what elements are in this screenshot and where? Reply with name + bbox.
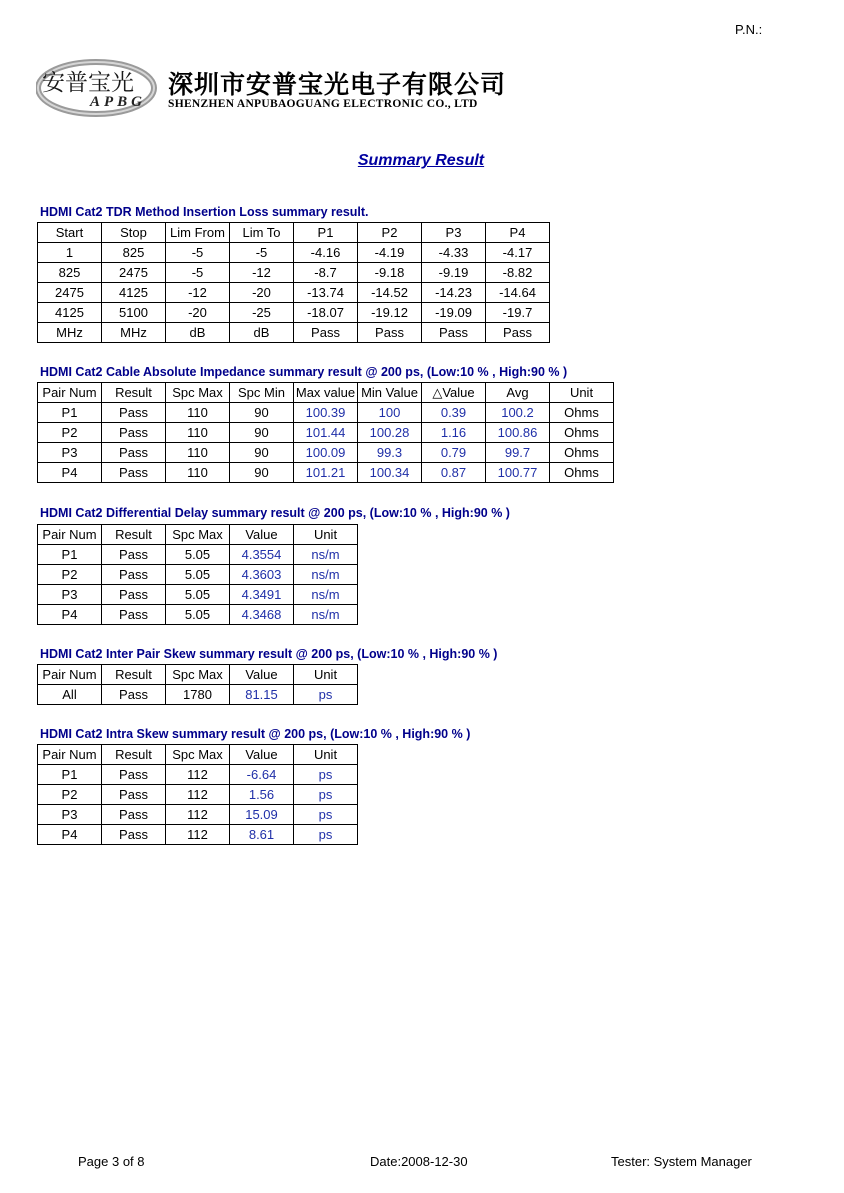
table-cell: 90 <box>230 443 294 463</box>
table-cell: -4.33 <box>422 243 486 263</box>
table-row <box>38 605 358 625</box>
table-cell: 100.86 <box>486 423 550 443</box>
table-cell: Pass <box>102 585 166 605</box>
column-header: Min Value <box>358 383 422 403</box>
footer-tester: Tester: System Manager <box>611 1154 752 1169</box>
footer-page-number: Page 3 of 8 <box>78 1154 145 1169</box>
insertion-loss-table <box>37 222 550 343</box>
table-row <box>38 805 358 825</box>
footer-date: Date:2008-12-30 <box>370 1154 468 1169</box>
column-header: Start <box>38 223 102 243</box>
table-cell: MHz <box>38 323 102 343</box>
table-cell: P1 <box>38 403 102 423</box>
column-header: Unit <box>294 665 358 685</box>
page-title: Summary Result <box>357 152 485 169</box>
differential-delay-table <box>37 524 358 625</box>
table-cell: 1 <box>38 243 102 263</box>
table-cell: ps <box>294 825 358 845</box>
table-cell: Pass <box>102 825 166 845</box>
table-cell: -14.64 <box>486 283 550 303</box>
table-row <box>38 323 550 343</box>
table-cell: -12 <box>230 263 294 283</box>
table-cell: 1.16 <box>422 423 486 443</box>
table-header-row <box>38 223 550 243</box>
column-header: Spc Max <box>166 383 230 403</box>
table-cell: 110 <box>166 443 230 463</box>
table-cell: dB <box>230 323 294 343</box>
table-cell: Pass <box>102 565 166 585</box>
table-cell: Ohms <box>550 403 614 423</box>
column-header: Value <box>230 525 294 545</box>
table-cell: Ohms <box>550 443 614 463</box>
part-number-label: P.N.: <box>735 22 763 37</box>
table-cell: 100.39 <box>294 403 358 423</box>
impedance-table <box>37 382 614 483</box>
table-cell: 100.34 <box>358 463 422 483</box>
table-row <box>38 403 614 423</box>
table-row <box>38 825 358 845</box>
table-cell: -8.7 <box>294 263 358 283</box>
table-cell: 112 <box>166 825 230 845</box>
table-cell: Pass <box>358 323 422 343</box>
table-cell: Pass <box>102 423 166 443</box>
column-header: Unit <box>294 525 358 545</box>
company-name-chinese: 深圳市安普宝光电子有限公司 <box>168 70 507 99</box>
table-cell: 5.05 <box>166 565 230 585</box>
table-cell: Pass <box>102 765 166 785</box>
column-header: P2 <box>358 223 422 243</box>
table-cell: Pass <box>102 785 166 805</box>
table-cell: -14.23 <box>422 283 486 303</box>
table-header-row <box>38 525 358 545</box>
table-row <box>38 685 358 705</box>
table-cell: 2475 <box>38 283 102 303</box>
table-cell: 110 <box>166 463 230 483</box>
table-cell: Pass <box>422 323 486 343</box>
column-header: Lim To <box>230 223 294 243</box>
table-cell: -9.19 <box>422 263 486 283</box>
table-cell: 4.3603 <box>230 565 294 585</box>
table-cell: ps <box>294 765 358 785</box>
table-cell: 0.87 <box>422 463 486 483</box>
column-header: Value <box>230 665 294 685</box>
table-cell: -5 <box>230 243 294 263</box>
column-header: △Value <box>422 383 486 403</box>
table-cell: -5 <box>166 243 230 263</box>
intra-skew-table <box>37 744 358 845</box>
table-cell: 100 <box>358 403 422 423</box>
table-cell: Pass <box>486 323 550 343</box>
table-cell: ps <box>294 685 358 705</box>
column-header: Pair Num <box>38 745 102 765</box>
table-cell: Pass <box>102 443 166 463</box>
table-cell: Ohms <box>550 423 614 443</box>
table-cell: Pass <box>102 605 166 625</box>
table-cell: ps <box>294 805 358 825</box>
table-cell: 110 <box>166 423 230 443</box>
table-cell: MHz <box>102 323 166 343</box>
column-header: P1 <box>294 223 358 243</box>
column-header: Stop <box>102 223 166 243</box>
table-cell: -19.12 <box>358 303 422 323</box>
table-cell: 5100 <box>102 303 166 323</box>
table-cell: 90 <box>230 463 294 483</box>
table-row <box>38 785 358 805</box>
table-cell: 81.15 <box>230 685 294 705</box>
table-cell: 112 <box>166 785 230 805</box>
column-header: P3 <box>422 223 486 243</box>
table-cell: P2 <box>38 423 102 443</box>
table-cell: 825 <box>102 243 166 263</box>
table-cell: P3 <box>38 585 102 605</box>
table-cell: 99.7 <box>486 443 550 463</box>
table-cell: 100.09 <box>294 443 358 463</box>
table-header-row <box>38 383 614 403</box>
table-cell: 100.28 <box>358 423 422 443</box>
table-cell: -18.07 <box>294 303 358 323</box>
column-header: Unit <box>550 383 614 403</box>
column-header: Value <box>230 745 294 765</box>
table-cell: ns/m <box>294 565 358 585</box>
intra-skew-title: HDMI Cat2 Intra Skew summary result @ 200 ps, (Low:10 % , High:90 % ) <box>40 727 471 741</box>
table-cell: -13.74 <box>294 283 358 303</box>
table-header-row <box>38 665 358 685</box>
table-cell: 8.61 <box>230 825 294 845</box>
table-cell: -9.18 <box>358 263 422 283</box>
table-cell: 1780 <box>166 685 230 705</box>
table-cell: Pass <box>102 805 166 825</box>
table-cell: -8.82 <box>486 263 550 283</box>
table-cell: P1 <box>38 765 102 785</box>
table-cell: ns/m <box>294 585 358 605</box>
table-row <box>38 545 358 565</box>
table-cell: 112 <box>166 765 230 785</box>
column-header: Lim From <box>166 223 230 243</box>
insertion-loss-title: HDMI Cat2 TDR Method Insertion Loss summary result. <box>40 205 369 219</box>
table-row <box>38 243 550 263</box>
table-row <box>38 765 358 785</box>
column-header: Spc Min <box>230 383 294 403</box>
table-cell: -19.09 <box>422 303 486 323</box>
table-cell: P4 <box>38 825 102 845</box>
table-cell: 101.21 <box>294 463 358 483</box>
table-cell: 825 <box>38 263 102 283</box>
table-cell: -4.19 <box>358 243 422 263</box>
table-cell: 100.77 <box>486 463 550 483</box>
column-header: Result <box>102 665 166 685</box>
summary-title-row <box>0 152 844 170</box>
table-row <box>38 463 614 483</box>
table-cell: P3 <box>38 443 102 463</box>
column-header: Spc Max <box>166 745 230 765</box>
table-cell: -20 <box>166 303 230 323</box>
table-cell: 112 <box>166 805 230 825</box>
table-cell: -4.17 <box>486 243 550 263</box>
table-cell: -12 <box>166 283 230 303</box>
column-header: Max value <box>294 383 358 403</box>
table-cell: -4.16 <box>294 243 358 263</box>
table-cell: 4125 <box>102 283 166 303</box>
table-cell: -19.7 <box>486 303 550 323</box>
table-cell: -20 <box>230 283 294 303</box>
table-cell: ns/m <box>294 545 358 565</box>
table-cell: 100.2 <box>486 403 550 423</box>
column-header: Pair Num <box>38 383 102 403</box>
column-header: Result <box>102 383 166 403</box>
table-cell: -6.64 <box>230 765 294 785</box>
table-cell: 5.05 <box>166 605 230 625</box>
table-cell: 5.05 <box>166 545 230 565</box>
table-cell: P4 <box>38 605 102 625</box>
company-logo-header <box>36 58 526 122</box>
column-header: Spc Max <box>166 665 230 685</box>
table-cell: 5.05 <box>166 585 230 605</box>
table-row <box>38 443 614 463</box>
table-header-row <box>38 745 358 765</box>
table-cell: 101.44 <box>294 423 358 443</box>
table-cell: Pass <box>102 463 166 483</box>
table-cell: ps <box>294 785 358 805</box>
table-row <box>38 585 358 605</box>
table-cell: 99.3 <box>358 443 422 463</box>
table-cell: 110 <box>166 403 230 423</box>
column-header: Pair Num <box>38 525 102 545</box>
table-cell: ns/m <box>294 605 358 625</box>
table-cell: 0.39 <box>422 403 486 423</box>
logo-chinese-mark: 安普宝光 <box>42 70 134 96</box>
table-cell: 90 <box>230 403 294 423</box>
table-cell: 90 <box>230 423 294 443</box>
table-cell: Pass <box>102 403 166 423</box>
table-cell: Pass <box>102 545 166 565</box>
table-cell: 0.79 <box>422 443 486 463</box>
table-cell: Pass <box>294 323 358 343</box>
table-cell: P2 <box>38 785 102 805</box>
table-cell: dB <box>166 323 230 343</box>
table-cell: 1.56 <box>230 785 294 805</box>
table-row <box>38 263 550 283</box>
table-row <box>38 565 358 585</box>
column-header: P4 <box>486 223 550 243</box>
column-header: Result <box>102 745 166 765</box>
column-header: Avg <box>486 383 550 403</box>
column-header: Pair Num <box>38 665 102 685</box>
table-cell: 4.3554 <box>230 545 294 565</box>
table-cell: P1 <box>38 545 102 565</box>
column-header: Result <box>102 525 166 545</box>
table-cell: All <box>38 685 102 705</box>
table-cell: Ohms <box>550 463 614 483</box>
table-row <box>38 423 614 443</box>
differential-delay-title: HDMI Cat2 Differential Delay summary result @ 200 ps, (Low:10 % , High:90 % ) <box>40 506 510 520</box>
table-cell: 4.3468 <box>230 605 294 625</box>
table-cell: P2 <box>38 565 102 585</box>
column-header: Unit <box>294 745 358 765</box>
inter-pair-skew-table <box>37 664 358 705</box>
table-cell: 4125 <box>38 303 102 323</box>
table-cell: P4 <box>38 463 102 483</box>
table-cell: 2475 <box>102 263 166 283</box>
table-row <box>38 303 550 323</box>
table-row <box>38 283 550 303</box>
inter-pair-skew-title: HDMI Cat2 Inter Pair Skew summary result @ 200 ps, (Low:10 % , High:90 % ) <box>40 647 498 661</box>
logo-abbreviation: APBG <box>90 94 147 110</box>
table-cell: P3 <box>38 805 102 825</box>
column-header: Spc Max <box>166 525 230 545</box>
table-cell: 4.3491 <box>230 585 294 605</box>
table-cell: -25 <box>230 303 294 323</box>
table-cell: Pass <box>102 685 166 705</box>
impedance-title: HDMI Cat2 Cable Absolute Impedance summary result @ 200 ps, (Low:10 % , High:90 % ) <box>40 365 568 379</box>
table-cell: -5 <box>166 263 230 283</box>
table-cell: -14.52 <box>358 283 422 303</box>
company-name-english: SHENZHEN ANPUBAOGUANG ELECTRONIC CO., LTD <box>168 98 478 110</box>
table-cell: 15.09 <box>230 805 294 825</box>
